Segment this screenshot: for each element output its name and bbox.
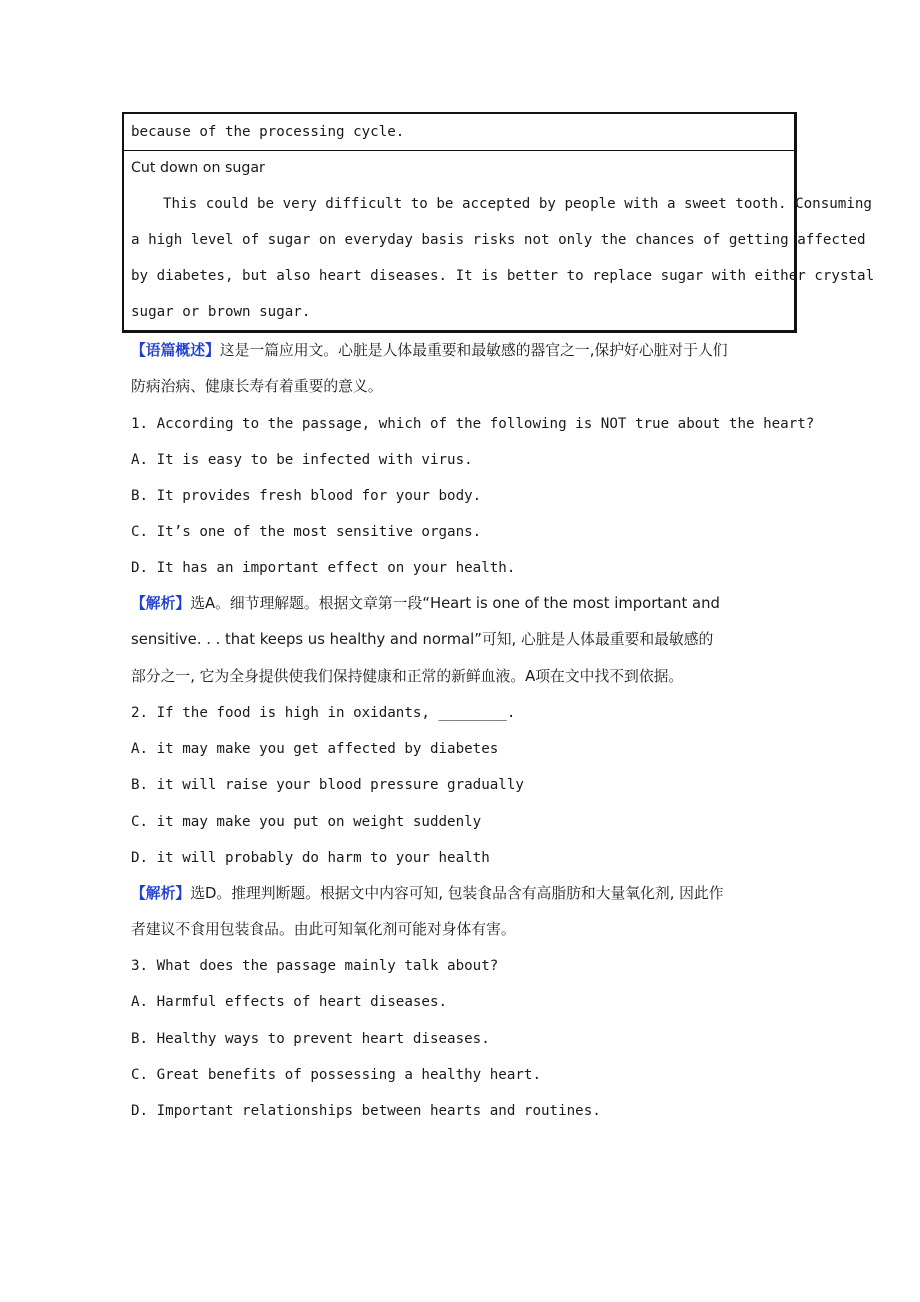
- q1-analysis: [131, 594, 720, 614]
- box-divider: [124, 150, 794, 151]
- q1-option-c: C. It’s one of the most sensitive organs.: [131, 524, 482, 540]
- summary-line: [131, 341, 728, 361]
- question-1: 1. According to the passage, which of the following is NOT true about the heart?: [131, 416, 815, 432]
- q1-analysis-line: 部分之一, 它为全身提供使我们保持健康和正常的新鲜血液。A项在文中找不到依据。: [131, 668, 684, 685]
- analysis-text: 选D。推理判断题。根据文中内容可知, 包装食品含有高脂肪和大量氧化剂, 因此作: [190, 885, 724, 902]
- summary-line: 防病治病、健康长寿有着重要的意义。: [131, 378, 383, 395]
- q2-analysis: [131, 884, 724, 904]
- summary-text: 这是一篇应用文。心脏是人体最重要和最敏感的器官之一,保护好心脏对于人们: [219, 342, 728, 359]
- passage-line: a high level of sugar on everyday basis risks not only the chances of getting affected: [131, 232, 866, 248]
- q1-option-a: A. It is easy to be infected with virus.: [131, 452, 473, 468]
- reading-passage-box: [122, 112, 797, 333]
- analysis-tag: 【解析】: [131, 885, 191, 902]
- q1-option-b: B. It provides fresh blood for your body.: [131, 488, 482, 504]
- passage-line: This could be very difficult to be accepted by people with a sweet tooth. Consuming: [163, 196, 872, 212]
- q2-option-d: D. it will probably do harm to your health: [131, 850, 490, 866]
- summary-tag: 【语篇概述】: [131, 342, 220, 359]
- question-3: 3. What does the passage mainly talk about?: [131, 958, 499, 974]
- passage-continuation: because of the processing cycle.: [131, 124, 405, 140]
- q1-analysis-line: sensitive. . . that keeps us healthy and normal”可知, 心脏是人体最重要和最敏感的: [131, 631, 714, 648]
- q1-option-d: D. It has an important effect on your health.: [131, 560, 516, 576]
- q2-option-b: B. it will raise your blood pressure gradually: [131, 777, 524, 793]
- q2-analysis-line: 者建议不食用包装食品。由此可知氧化剂可能对身体有害。: [131, 921, 516, 938]
- question-2: 2. If the food is high in oxidants, ________.: [131, 705, 516, 721]
- q2-option-c: C. it may make you put on weight suddenly: [131, 814, 482, 830]
- q3-option-a: A. Harmful effects of heart diseases.: [131, 994, 448, 1010]
- passage-line: sugar or brown sugar.: [131, 304, 311, 320]
- analysis-tag: 【解析】: [131, 595, 191, 612]
- q2-option-a: A. it may make you get affected by diabetes: [131, 741, 499, 757]
- passage-heading: Cut down on sugar: [131, 160, 265, 176]
- q3-option-d: D. Important relationships between hearts and routines.: [131, 1103, 601, 1119]
- analysis-text: 选A。细节理解题。根据文章第一段“Heart is one of the most important and: [190, 595, 720, 612]
- passage-line: by diabetes, but also heart diseases. It is better to replace sugar with either crystal: [131, 268, 875, 284]
- q3-option-b: B. Healthy ways to prevent heart diseases.: [131, 1031, 490, 1047]
- q3-option-c: C. Great benefits of possessing a healthy heart.: [131, 1067, 541, 1083]
